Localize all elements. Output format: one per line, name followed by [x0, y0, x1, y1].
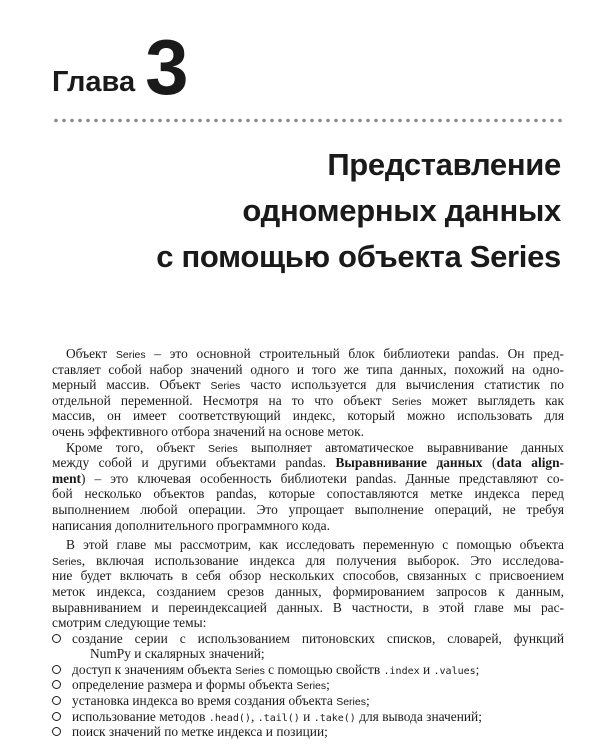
code-term: Series [52, 555, 82, 568]
bold-term: data align- [496, 455, 565, 471]
chapter-heading [52, 23, 188, 111]
list-item: определение размера и формы объекта Series; [52, 677, 564, 693]
code-term: .tail() [257, 712, 300, 724]
dotted-divider [52, 118, 564, 123]
text-line: очень эффективного отбора значений на основе меток. [52, 423, 364, 439]
code-term: Series [208, 442, 238, 455]
code-term: Series [391, 395, 422, 408]
paragraph-1 [52, 346, 564, 440]
bullet-circle-icon [52, 665, 61, 674]
text-line: бой несколько объектов pandas, которые сопоставляются метке индекса перед [52, 486, 564, 502]
text-line: В этой главе мы рассмотрим, как исследовать переменную с помощью объекта [66, 537, 564, 553]
text-line: Объект Series – это основной строительный блок библиотеки pandas. Он пред- [66, 346, 565, 361]
text-line: ние будет включать в себя обзор нескольких способов, связанных с присвоением [52, 568, 564, 584]
bold-term: ment [52, 470, 82, 486]
text-line: отдельной переменной. Несмотря на то что объект Series может выглядеть как [52, 392, 564, 408]
text-line: меток индекса, созданием срезов данных, формированием запросов к данным, [52, 583, 564, 599]
code-term: Series [336, 696, 366, 709]
bullet-circle-icon [52, 712, 61, 721]
text-line: выравниванием и переиндексацией данных. В частности, в этой главе мы рас- [52, 599, 564, 615]
code-term: Series [296, 680, 327, 693]
text-line: Series, включая использование индекса для получения выборок. Это исследова- [52, 552, 564, 568]
list-item: поиск значений по метке индекса и позиции; [52, 724, 564, 740]
chapter-label: Глава [52, 66, 136, 98]
bullet-circle-icon [52, 680, 61, 689]
text-line: написания дополнительного программного кода. [52, 517, 330, 533]
title-line-1: Представление [327, 147, 561, 182]
body-text [52, 346, 564, 740]
text-line: между собой и другими объектами pandas. Выравнивание данных (data align- [52, 455, 565, 471]
title-line-3: с помощью объекта Series [156, 239, 561, 274]
list-item: доступ к значениям объекта Series с помощью свойств .index и .values; [52, 662, 564, 678]
code-term: .index [383, 665, 420, 677]
list-item: установка индекса во время создания объекта Series; [52, 693, 564, 709]
paragraph-2 [52, 440, 564, 534]
text-line: смотрим следующие темы: [52, 615, 207, 631]
bold-term: Выравнивание данных [335, 455, 483, 471]
code-term: Series [210, 380, 241, 393]
list-item-continuation: NumPy и скалярных значений; [90, 646, 265, 662]
text-line: ment) – это ключевая особенность библиотеки pandas. Данные представляют со- [52, 470, 564, 486]
text-line: мерный массив. Объект Series часто используется для вычисления статистик по [52, 377, 565, 393]
text-line: ставляет собой набор значений одного и того же типа данных, похожий на одно- [52, 361, 564, 377]
paragraph-3 [52, 537, 564, 631]
code-term: .values [433, 665, 476, 677]
code-term: Series [235, 664, 265, 677]
list-item: использование методов .head(), .tail() и .take() для вывода значений; [52, 709, 564, 725]
title-line-2: одномерных данных [242, 193, 561, 228]
bullet-circle-icon [52, 696, 61, 705]
code-term: .take() [313, 712, 356, 724]
code-term: Series [115, 349, 146, 361]
list-item: создание серии с использованием питоновских списков, словарей, функций [52, 631, 564, 647]
topic-list [52, 631, 564, 740]
chapter-title [101, 142, 561, 280]
text-line: выполнением любой операции. Это упрощает выполнение операций, не требуя [52, 501, 564, 517]
text-line: Кроме того, объект Series выполняет автоматическое выравнивание данных [66, 439, 564, 455]
code-term: .head() [208, 712, 251, 724]
chapter-number: 3 [145, 23, 188, 111]
bullet-circle-icon [52, 634, 61, 643]
text-line: массив, он имеет соответствующий индекс, который можно использовать для [52, 408, 564, 424]
bullet-circle-icon [52, 727, 61, 736]
